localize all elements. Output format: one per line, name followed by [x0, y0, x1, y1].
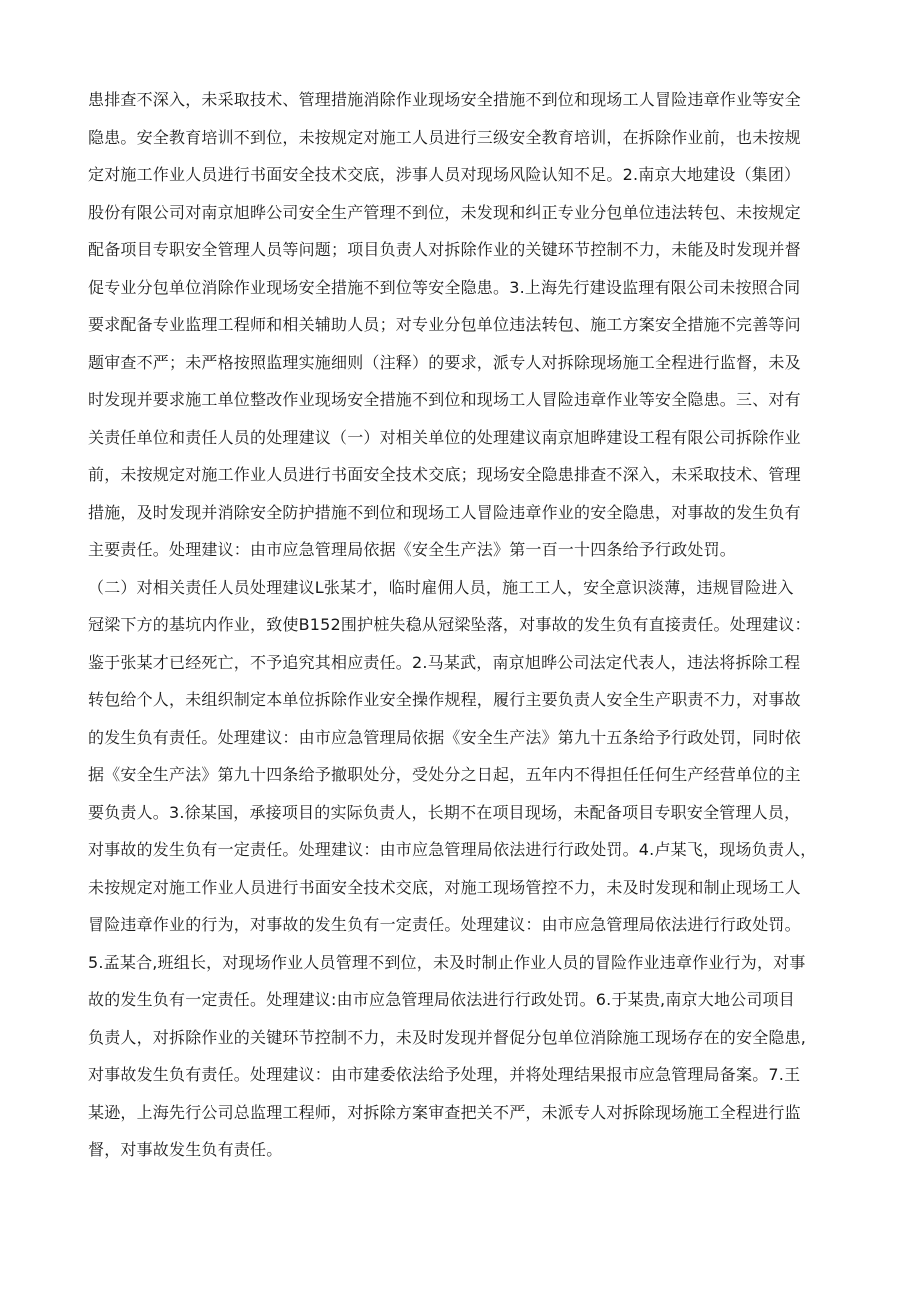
text-line: 促专业分包单位消除作业现场安全措施不到位等安全隐患。3.上海先行建设监理有限公司未按照合同	[88, 278, 801, 297]
text-line: 某逊，上海先行公司总监理工程师，对拆除方案审查把关不严，未派专人对拆除现场施工全程进行监	[88, 1103, 801, 1122]
text-line: 主要责任。处理建议：由市应急管理局依据《安全生产法》第一百一十四条给予行政处罚。	[88, 540, 737, 559]
text-line: 5.孟某合,班组长，对现场作业人员管理不到位，未及时制止作业人员的冒险作业违章作业行为，对事	[88, 953, 806, 972]
text-line: 冠梁下方的基坑内作业，致使B152围护桩失稳从冠梁坠落，对事故的发生负有直接责任。处理建议：	[88, 615, 811, 634]
text-line: 前，未按规定对施工作业人员进行书面安全技术交底；现场安全隐患排查不深入，未采取技术、管理	[88, 465, 801, 484]
text-line: 时发现并要求施工单位整改作业现场安全措施不到位和现场工人冒险违章作业等安全隐患。三、对有	[88, 390, 801, 409]
text-line: 的发生负有责任。处理建议：由市应急管理局依据《安全生产法》第九十五条给予行政处罚，同时依	[88, 728, 801, 747]
text-line: 措施，及时发现并消除安全防护措施不到位和现场工人冒险违章作业的安全隐患，对事故的发生负有	[88, 503, 801, 522]
text-line: 配备项目专职安全管理人员等问题；项目负责人对拆除作业的关键环节控制不力，未能及时发现并督	[88, 240, 801, 259]
text-line: （二）对相关责任人员处理建议L张某才，临时雇佣人员，施工工人，安全意识淡薄，违规冒险进入	[88, 578, 794, 597]
text-line: 关责任单位和责任人员的处理建议（一）对相关单位的处理建议南京旭晔建设工程有限公司拆除作业	[88, 428, 801, 447]
text-line: 冒险违章作业的行为，对事故的发生负有一定责任。处理建议：由市应急管理局依法进行行政处罚。	[88, 915, 801, 934]
text-line: 隐患。安全教育培训不到位，未按规定对施工人员进行三级安全教育培训，在拆除作业前，也未按规	[88, 128, 801, 147]
text-line: 据《安全生产法》第九十四条给予撤职处分，受处分之日起，五年内不得担任任何生产经营单位的主	[88, 765, 801, 784]
text-line: 转包给个人，未组织制定本单位拆除作业安全操作规程，履行主要负责人安全生产职责不力，对事故	[88, 690, 801, 709]
text-line: 督，对事故发生负有责任。	[88, 1140, 283, 1159]
text-line: 患排查不深入，未采取技术、管理措施消除作业现场安全措施不到位和现场工人冒险违章作业等安全	[88, 90, 801, 109]
text-line: 未按规定对施工作业人员进行书面安全技术交底，对施工现场管控不力，未及时发现和制止现场工人	[88, 878, 801, 897]
text-line: 股份有限公司对南京旭晔公司安全生产管理不到位，未发现和纠正专业分包单位违法转包、未按规定	[88, 203, 801, 222]
text-line: 对事故的发生负有一定责任。处理建议：由市应急管理局依法进行行政处罚。4.卢某飞，现场负责人，	[88, 840, 817, 859]
text-line: 鉴于张某才已经死亡，不予追究其相应责任。2.马某武，南京旭晔公司法定代表人，违法将拆除工程	[88, 653, 801, 672]
text-line: 对事故发生负有责任。处理建议：由市建委依法给予处理，并将处理结果报市应急管理局备案。7.王	[88, 1065, 801, 1084]
text-line: 定对施工作业人员进行书面安全技术交底，涉事人员对现场风险认知不足。2.南京大地建设（集团）	[88, 165, 801, 184]
text-line: 故的发生负有一定责任。处理建议:由市应急管理局依法进行行政处罚。6.于某贵,南京大地公司项目	[88, 990, 795, 1009]
text-line: 要求配备专业监理工程师和相关辅助人员；对专业分包单位违法转包、施工方案安全措施不完善等问	[88, 315, 801, 334]
text-line: 负责人，对拆除作业的关键环节控制不力，未及时发现并督促分包单位消除施工现场存在的安全隐患,	[88, 1028, 807, 1047]
text-line: 要负责人。3.徐某国，承接项目的实际负责人，长期不在项目现场，未配备项目专职安全管理人员，	[88, 803, 801, 822]
text-line: 题审查不严；未严格按照监理实施细则（注释）的要求，派专人对拆除现场施工全程进行监督，未及	[88, 353, 801, 372]
